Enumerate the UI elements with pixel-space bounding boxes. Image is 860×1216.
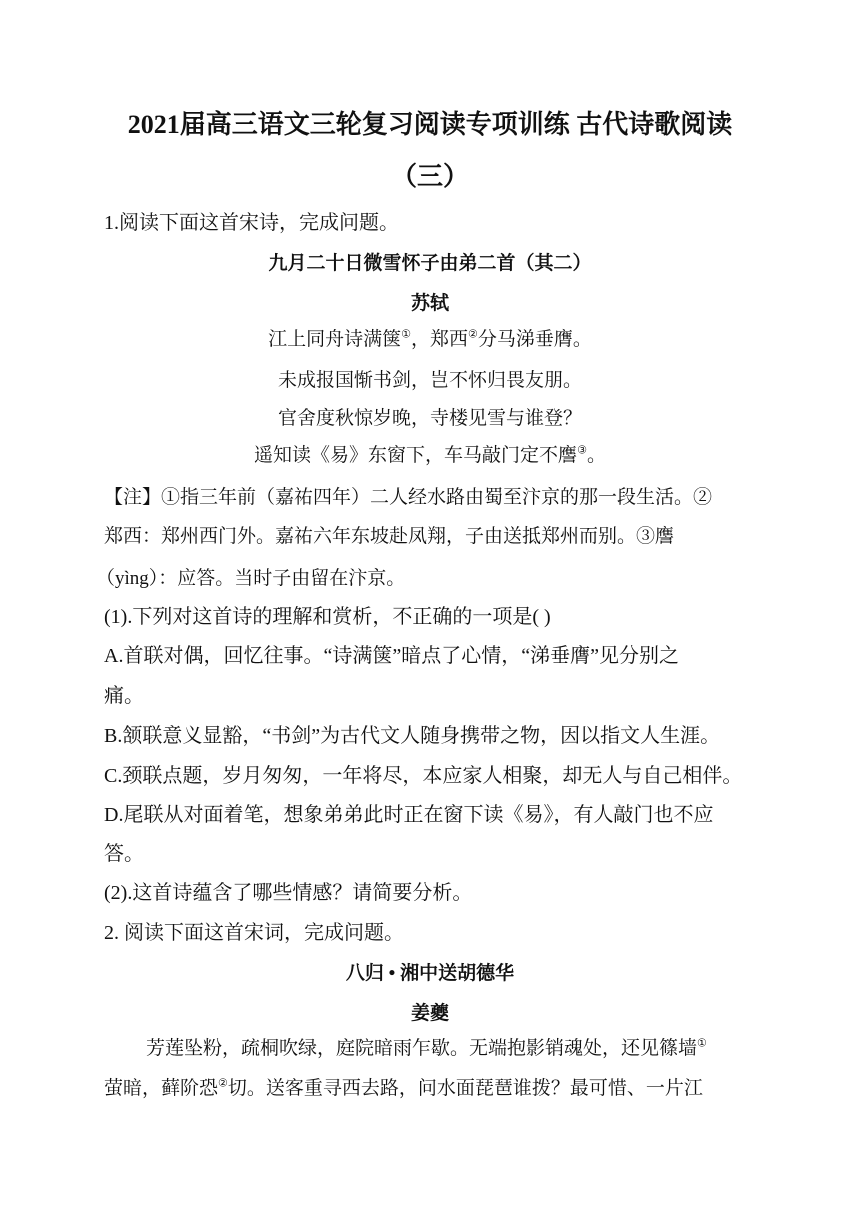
option-d-line-1: D.尾联从对面着笔，想象弟弟此时正在窗下读《易》，有人敲门也不应 [104, 804, 714, 826]
footnote-marker-1: ① [401, 328, 411, 341]
poem-1-line-1-text-b: ，郑西 [410, 329, 468, 350]
footnote-marker-2: ② [468, 328, 478, 341]
option-d-line-2: 答。 [104, 843, 144, 865]
poem-2-author: 姜夔 [410, 1003, 449, 1024]
footnote-marker-3: ③ [577, 444, 587, 457]
poem-1-line-2: 未成报国惭书剑，岂不怀归畏友朋。 [277, 370, 582, 391]
poem-1-line-4-text-a: 遥知读《易》东窗下，车马敲门定不譍 [254, 445, 578, 466]
poem-2-line-2 [104, 1073, 703, 1100]
note-line-2: 郑西：郑州西门外。嘉祐六年东坡赴凤翔，子由送抵郑州而别。③譍 [104, 526, 675, 547]
option-b: B.颔联意义显豁，“书剑”为古代文人随身携带之物，因以指文人生涯。 [104, 725, 721, 747]
poem-1-title: 九月二十日微雪怀子由弟二首（其二） [268, 253, 592, 274]
document-title: 2021届高三语文三轮复习阅读专项训练 古代诗歌阅读 [127, 110, 733, 139]
question-1-intro: 1.阅读下面这首宋诗，完成问题。 [104, 212, 399, 234]
option-a-line-2: 痛。 [104, 685, 144, 707]
document-title-subtitle: （三） [390, 162, 469, 191]
poem-1-line-4 [0, 440, 860, 467]
question-2-intro: 2. 阅读下面这首宋词，完成问题。 [104, 922, 404, 944]
footnote-marker-2b: ② [218, 1077, 228, 1090]
poem-1-line-1-text-a: 江上同舟诗满箧 [268, 329, 402, 350]
footnote-marker-1b: ① [697, 1037, 707, 1050]
poem-1-line-1 [0, 324, 860, 351]
option-c: C.颈联点题，岁月匆匆，一年将尽，本应家人相聚，却无人与自己相伴。 [104, 765, 743, 787]
option-a-line-1: A.首联对偶，回忆往事。“诗满箧”暗点了心情，“涕垂膺”见分别之 [104, 645, 679, 667]
question-1-part-2: (2).这首诗蕴含了哪些情感？请简要分析。 [104, 882, 473, 904]
poem-1-line-3: 官舍度秋惊岁晚，寺楼见雪与谁登？ [277, 408, 582, 429]
poem-2-title: 八归 • 湘中送胡德华 [345, 963, 515, 984]
poem-1-author: 苏轼 [410, 293, 449, 314]
poem-1-line-1-text-c: 分马涕垂膺。 [477, 329, 592, 350]
poem-2-line-2-text-b: 切。送客重寻西去路，问水面琵琶谁拨？最可惜、一片江 [227, 1078, 703, 1099]
poem-2-line-1-text: 芳莲坠粉，疏桐吹绿，庭院暗雨乍歇。无端抱影销魂处，还见篠墙 [146, 1038, 698, 1059]
note-line-1: 【注】①指三年前（嘉祐四年）二人经水路由蜀至汴京的那一段生活。② [104, 487, 713, 508]
poem-2-line-2-text-a: 萤暗，藓阶恐 [104, 1078, 219, 1099]
poem-2-line-1 [146, 1033, 707, 1060]
poem-1-line-4-text-b: 。 [586, 445, 606, 466]
question-1-part-1: (1).下列对这首诗的理解和赏析，不正确的一项是( ) [104, 606, 551, 628]
note-line-3: （yìng）：应答。当时子由留在汴京。 [96, 568, 406, 589]
